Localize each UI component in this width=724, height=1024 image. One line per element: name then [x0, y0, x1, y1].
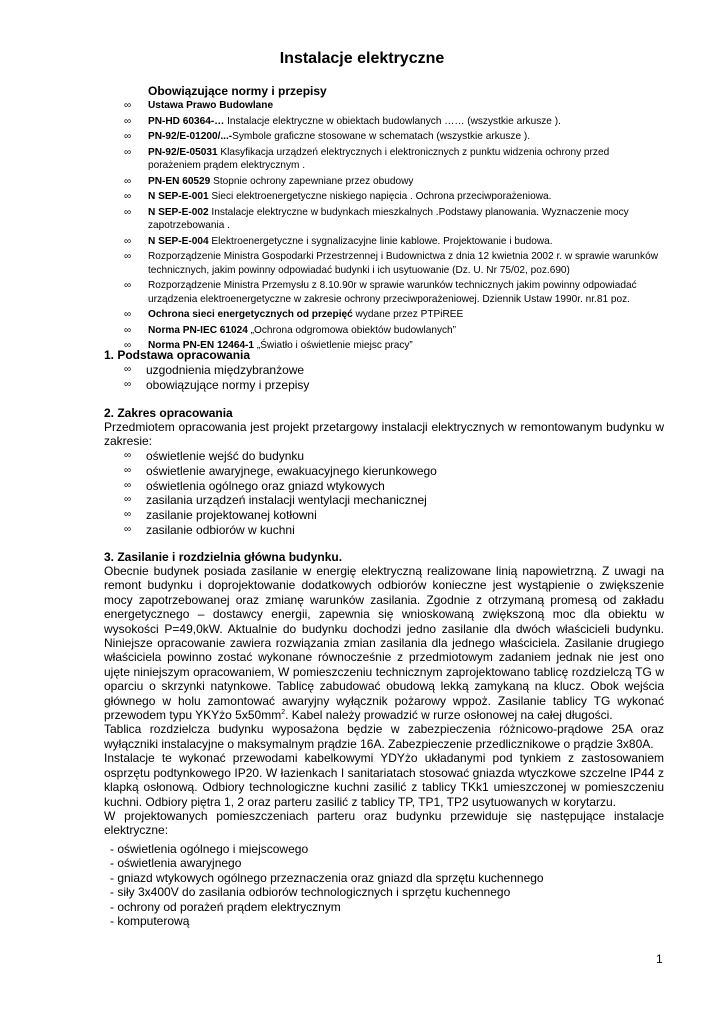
norms-list: [124, 99, 664, 355]
paragraph: W projektowanych pomieszczeniach parteru oraz budynku przewiduje się następujące instalacje elektryczne:: [104, 808, 664, 838]
paragraph: Tablica rozdzielcza budynku wyposażona będzie w zabezpieczenia różnicowo-prądowe 25A oraz wyłączniki instalacyjne o maksymalnym prądzie 16A. Zabezpieczenie przedlicznikowe o prądzie 3x80A.: [104, 722, 664, 751]
list-item: ∞ uzgodnienia międzybranżowe: [124, 363, 309, 378]
list-item: - komputerową: [110, 914, 190, 929]
norm-item: ∞ N SEP-E-002 Instalacje elektryczne w budynkach mieszkalnych .Podstawy planowania. Wyznaczenie mocy zapotrzebowania .: [124, 206, 664, 233]
norm-item: ∞ N SEP-E-004 Elektroenergetyczne i sygnalizacyjne linie kablowe. Projektowanie i budowa.: [124, 235, 664, 248]
norm-item: ∞ Ustawa Prawo Budowlane: [124, 99, 664, 112]
list-item: ∞ zasilanie odbiorów w kuchni: [124, 523, 437, 538]
list-item: ∞ obowiązujące normy i przepisy: [124, 378, 309, 393]
list-item: ∞ oświetlenie wejść do budynku: [124, 449, 437, 464]
paragraph: Obecnie budynek posiada zasilanie w energię elektryczną realizowane linią napowietrzną. Z uwagi na remont budynku i doprojektowanie dodatkowych odbiorów konieczne jest wystąpienie o zwiększenie mocy zapotrzebowanej oraz zmianę warunków zasilania. Zgodnie z otrzymaną promesą od zakładu energetycznego – dostawcy energii, zapewnia się wnioskowaną zwiększoną moc dla obiektu w wysokości P=49,0kW. Aktualnie do budynku dochodzi jedno zasilanie dla dwóch właścicieli budynku. Niniejsze opracowanie zawiera rozwiązania zmian zasilania dla jednego właściciela. Zasilanie drugiego właściciela powinno zostać wykonane równocześnie z przedmiotowym zadaniem jednak nie jest ono ujęte niniejszym opracowaniem, W pomieszczeniu technicznym zaprojektowano tablicę rozdzielczą TG w oparciu o skrzynki natynkowe. Tablicę zabudować obudową lekką zamykaną na klucz. Obok wejścia głównego w holu zamontować awaryjny wyłącznik pożarowy wppoż. Zasilanie tablicy TG wykonać przewodem typu YKYżo $5x50mm^2$. Kabel należy prowadzić w rurze osłonowej na całej długości.: [104, 564, 664, 723]
norm-item: ∞ PN-92/E-01200/...-Symbole graficzne stosowane w schematach (wszystkie arkusze ).: [124, 130, 664, 143]
section3-body: [104, 564, 664, 838]
section1-list: [124, 363, 309, 393]
installations-list: [104, 842, 664, 928]
norm-item: ∞ Norma PN-IEC 61024 „Ochrona odgromowa obiektów budowlanych”: [124, 324, 664, 337]
section2-heading: 2. Zakres opracowania: [104, 406, 233, 420]
norm-item: ∞ Norma PN-EN 12464-1 „Światło i oświetlenie miejsc pracy”: [124, 339, 664, 352]
norm-item: ∞ Rozporządzenie Ministra Przemysłu z 8.10.90r w sprawie warunków technicznych jakim powinny odpowiadać urządzenia elektroenergetyczne w zakresie ochrony przeciwporażeniowej. Dziennik Ustaw 1990r. nr.81 poz.: [124, 279, 664, 306]
list-item: ∞ oświetlenia ogólnego oraz gniazd wtykowych: [124, 479, 437, 494]
norms-heading: Obowiązujące normy i przepisy: [148, 84, 327, 98]
section3-heading: 3. Zasilanie i rozdzielnia główna budynku.: [104, 550, 343, 564]
list-item: ∞ zasilanie projektowanej kotłowni: [124, 508, 437, 523]
norm-item: ∞ PN-HD 60364-… Instalacje elektryczne w obiektach budowlanych …… (wszystkie arkusze ).: [124, 115, 664, 128]
norm-item: ∞ Rozporządzenie Ministra Gospodarki Przestrzennej i Budownictwa z dnia 12 kwietnia 2002 r. w sprawie warunków technicznych, jakim powinny odpowiadać budynki i ich usytuowanie (Dz. U. Nr 75/02, poz.690): [124, 250, 664, 277]
paragraph: Instalacje te wykonać przewodami kabelkowymi YDYżo układanymi pod tynkiem z zastosowaniem osprzętu podtynkowego IP20. W łazienkach I sanitariatach stosować gniazda wtyczkowe szczelne IP44 z klapką osłonową. Odbiory technologiczne kuchni zasilić z tablicy TKk1 umieszczonej w pomieszczeniu kuchni. Odbiory piętra 1, 2 oraz parteru zasilić z tablicy TP, TP1, TP2 usytuowanych w korytarzu.: [104, 751, 664, 809]
list-item: - gniazd wtykowych ogólnego przeznaczenia oraz gniazd dla sprzętu kuchennego: [110, 870, 544, 885]
list-item: - oświetlenia awaryjnego: [110, 856, 242, 871]
list-item: ∞ zasilania urządzeń instalacji wentylacji mechanicznej: [124, 493, 437, 508]
section2-list: [124, 449, 437, 538]
norm-item: ∞ PN-92/E-05031 Klasyfikacja urządzeń elektrycznych i elektronicznych z punktu widzenia ochrony przed porażeniem prądem elektrycznym .: [124, 146, 664, 173]
section2-intro: Przedmiotem opracowania jest projekt przetargowy instalacji elektrycznych w remontowanym budynku w zakresie:: [104, 420, 664, 449]
list-item: - ochrony od porażeń prądem elektrycznym: [110, 899, 341, 914]
list-item: - oświetlenia ogólnego i miejscowego: [110, 842, 309, 856]
document-title: Instalacje elektryczne: [279, 50, 445, 67]
norm-item: ∞ Ochrona sieci energetycznych od przepięć wydane przez PTPiREE: [124, 308, 664, 321]
page-number: 1: [656, 952, 663, 966]
section1-heading: 1. Podstawa opracowania: [104, 348, 251, 362]
list-item: ∞ oświetlenie awaryjnege, ewakuacyjnego kierunkowego: [124, 464, 437, 479]
norm-item: ∞ PN-EN 60529 Stopnie ochrony zapewniane przez obudowy: [124, 175, 664, 188]
norm-item: ∞ N SEP-E-001 Sieci elektroenergetyczne niskiego napięcia . Ochrona przeciwporażeniowa.: [124, 190, 664, 203]
list-item: - siły 3x400V do zasilania odbiorów technologicznych i sprzętu kuchennego: [110, 885, 511, 900]
